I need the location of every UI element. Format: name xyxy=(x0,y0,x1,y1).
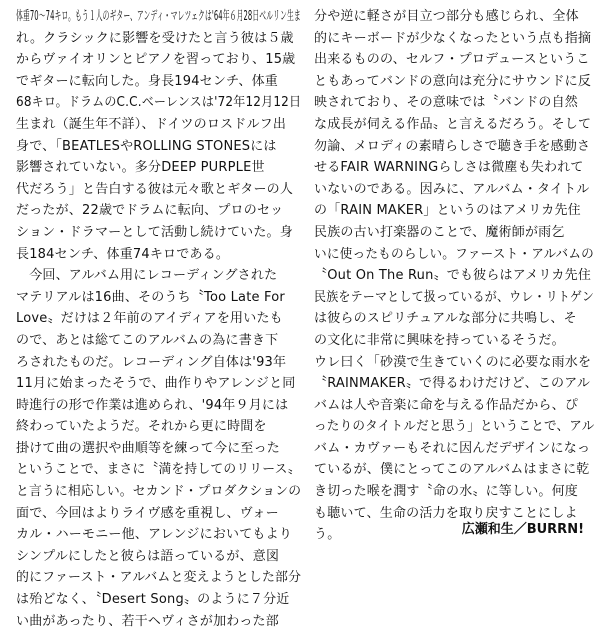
article-text-line: な成長が伺える作品〟と言えるだろう。そして xyxy=(314,116,592,132)
article-text-line: マテリアルは16曲、そのうち〝Too Late For xyxy=(16,289,285,305)
article-text-line: 分や逆に軽さが目立つ部分も感じられ、全体 xyxy=(314,9,579,24)
article-text-line: ウレ曰く「砂漠で生きていくのに必要な雨水を xyxy=(314,354,592,370)
article-text-line: も聴いて、生命の活力を取り戻すことにしよ xyxy=(314,505,578,521)
article-text-line: 〝Out On The Run〟でも彼らはアメリカ先住 xyxy=(314,268,592,284)
article-text-line: 民族の古い打楽器のことで、魔術師が雨乞 xyxy=(314,224,565,240)
article-text-line: 勿論、メロディの素晴らしさで聴き手を感動さ xyxy=(314,138,591,154)
article-text-line: ているが、僕にとってこのアルバムはまさに乾 xyxy=(314,462,590,478)
article-text-line: 的にファースト・アルバムと変えようとした部分 xyxy=(16,570,302,586)
article-text-line: 映されており、その意味では〝バンドの自然 xyxy=(314,95,579,111)
article-text-line: 面で、今回はよりライヴ感を重視し、ヴォー xyxy=(16,505,279,521)
article-text-line: からヴァイオリンとピアノを習っており、15歳 xyxy=(16,52,296,68)
article-text-line: 影響されていない。多分DEEP PURPLE世 xyxy=(16,160,265,176)
article-column-left xyxy=(16,6,301,632)
article-text-line: 今回、アルバム用にレコーディングされた xyxy=(16,268,278,284)
article-text-line: は殆どなく、〝Desert Song〟のように７分近 xyxy=(16,592,290,608)
article-text-line: う。 xyxy=(314,527,341,543)
article-text-line: Love〟だけは２年前のアイディアを用いたも xyxy=(16,311,283,327)
article-text-line: の「RAIN MAKER」というのはアメリカ先住 xyxy=(314,203,581,219)
author-byline: 広瀬和生／BURRN! xyxy=(461,522,584,537)
article-text-line: 体重70〜74キロ。もう１人のギター、アンディ・マレツェクは'64年６月28日ベルリン生ま xyxy=(16,9,301,24)
article-text-line: き切った喉を潤す〝命の水〟に等しい。何度 xyxy=(314,484,579,500)
article-text-line: 民族をテーマとして扱っているが、ウレ・リトゲン xyxy=(314,289,594,305)
article-text-line: と言うに相応しい。セカンド・プロダクションの xyxy=(16,484,302,500)
article-text-line: 出来るものの、セルフ・プロデュースというこ xyxy=(314,52,590,68)
article-text-line: でギターに転向した。身長194センチ、体重 xyxy=(16,73,278,89)
article-text-line: ともあってバンドの意向は充分にサウンドに反 xyxy=(314,73,592,89)
article-text-line: シンプルにしたと彼らは語っているが、意図 xyxy=(16,548,280,564)
article-text-line: ろされたものだ。レコーディング自体は'93年 xyxy=(16,354,287,370)
article-text-line: れ。クラシックに影響を受けたと言う彼は５歳 xyxy=(16,30,294,46)
article-text-line: ということで、まさに〝満を持してのリリース〟 xyxy=(16,462,301,478)
article-text-line: 的にキーボードが少なくなったという点も指摘 xyxy=(314,30,592,46)
article-text-line: 時進行の形で作業は進められ、'94年９月には xyxy=(16,397,289,413)
article-text-line: 身で、「BEATLESやROLLING STONESには xyxy=(16,138,277,154)
article-text-line: いないのである。因みに、アルバム・タイトル xyxy=(314,181,590,197)
article-text-line: ったりのタイトルだと思う」ということで、アル xyxy=(314,419,595,435)
article-text-line: 68キロ。ドラムのC.C.ベーレンスは'72年12月12日 xyxy=(16,95,301,111)
article-text-line: 代だろう」と告白する彼は元々歌とギターの人 xyxy=(16,181,294,197)
article-text-line: せるFAIR WARNINGらしさは微塵も失われて xyxy=(314,160,584,176)
article-text-line: 〝RAINMAKER〟で得るわけだけど、このアル xyxy=(314,376,591,392)
article-text-line: ション・ドラマーとして活動し続けていた。身 xyxy=(16,224,293,240)
article-text-line: 11月に始まったそうで、曲作りやアレンジと同 xyxy=(16,376,296,392)
article-text-line: 掛けて曲の選択や曲順等を練って今に至った xyxy=(16,440,281,456)
article-text-line: 終わっていたようだ。それから更に時間を xyxy=(16,419,267,435)
article-text-line: カル・ハーモニー他、アレンジにおいてもより xyxy=(16,527,293,543)
article-text-line: は彼らのスピリチュアルな部分に共鳴し、そ xyxy=(314,311,577,327)
article-text-line: バムは人や音楽に命を与える作品だから、ぴ xyxy=(314,397,579,413)
article-text-line: だったが、22歳でドラムに転向、プロのセッ xyxy=(16,203,284,219)
article-text-line: の文化に非常に興味を持っているそうだ。 xyxy=(314,332,565,348)
article-text-line: ので、あとは総てこのアルバムの為に書き下 xyxy=(16,332,279,348)
article-column-right xyxy=(314,6,594,546)
article-text-line: 生まれ（誕生年不詳）、ドイツのロスドルフ出 xyxy=(16,116,287,132)
article-text-line: い曲があったり、若干ヘヴィさが加わった部 xyxy=(16,613,279,629)
article-text-line: バム・カヴァーもそれに因んだデザインになっ xyxy=(314,440,591,456)
article-text-line: 長184センチ、体重74キロである。 xyxy=(16,246,230,262)
article-text-line: いに使ったものらしい。ファースト・アルバムの xyxy=(314,246,594,262)
